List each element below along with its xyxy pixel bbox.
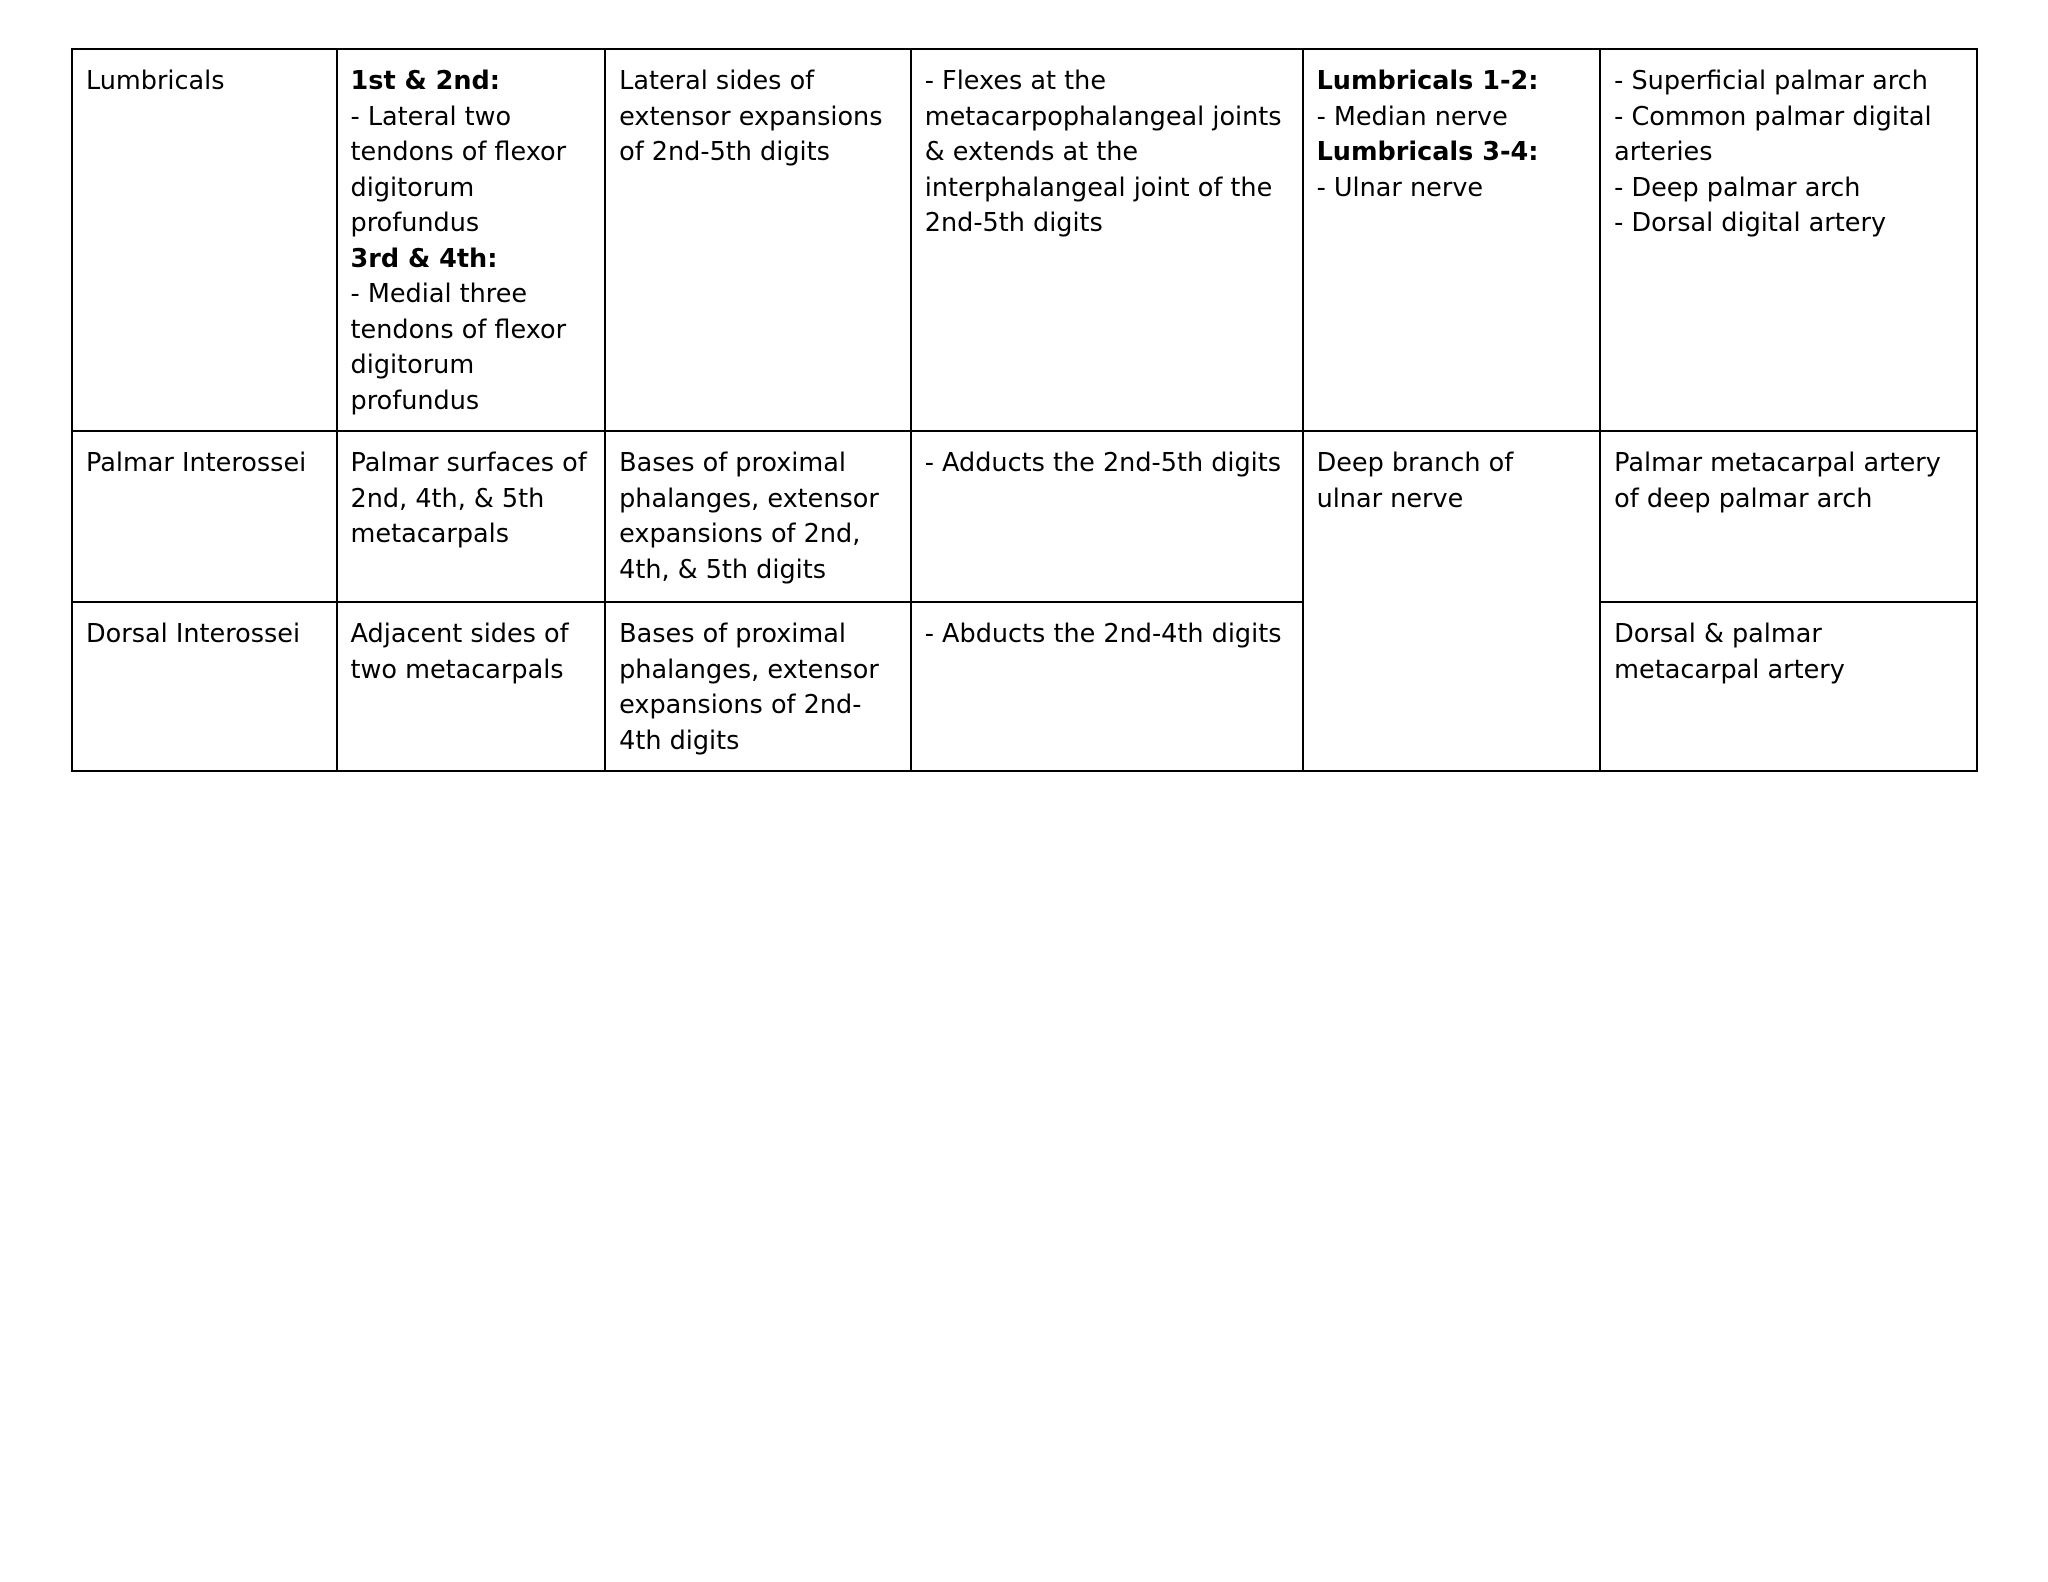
origin-heading-2: 3rd & 4th: <box>350 243 498 274</box>
insertion-cell <box>605 602 911 771</box>
insertion-text: Lateral sides of extensor expansions of 2nd-5th digits <box>619 66 883 167</box>
muscle-name: Dorsal Interossei <box>86 619 301 649</box>
blood-supply-cell <box>1600 431 1977 602</box>
action-cell <box>911 49 1303 431</box>
innervation-heading-2: Lumbricals 3-4: <box>1316 137 1539 167</box>
table-row-dorsal-interossei <box>72 602 1977 771</box>
table-row-palmar-interossei <box>72 431 1977 602</box>
origin-text-2: - Medial three tendons of flexor digitorum profundus <box>350 279 567 416</box>
origin-cell <box>337 49 606 431</box>
blood-supply-item: - Deep palmar arch <box>1614 172 1861 203</box>
table-row-lumbricals <box>72 49 1977 431</box>
origin-text: Adjacent sides of two metacarpals <box>350 619 569 685</box>
blood-supply-cell <box>1600 602 1977 771</box>
innervation-cell-merged <box>1303 431 1601 771</box>
muscle-cell <box>72 431 337 602</box>
origin-cell <box>337 431 606 602</box>
blood-supply-text: Palmar metacarpal artery of deep palmar arch <box>1614 448 1941 514</box>
muscle-cell <box>72 602 337 771</box>
innervation-text: Deep branch of ulnar nerve <box>1316 448 1514 514</box>
blood-supply-item: - Superficial palmar arch <box>1614 66 1928 96</box>
innervation-text-2: - Ulnar nerve <box>1316 172 1484 203</box>
innervation-heading-1: Lumbricals 1-2: <box>1316 66 1539 96</box>
insertion-cell <box>605 49 911 431</box>
insertion-text: Bases of proximal phalanges, extensor expansions of 2nd-4th digits <box>619 619 879 756</box>
insertion-text: Bases of proximal phalanges, extensor expansions of 2nd, 4th, & 5th digits <box>619 448 879 585</box>
muscle-name: Lumbricals <box>86 66 225 96</box>
innervation-text-1: - Median nerve <box>1316 101 1508 132</box>
innervation-cell <box>1303 49 1601 431</box>
blood-supply-cell <box>1600 49 1977 431</box>
muscle-table <box>71 48 1978 772</box>
blood-supply-item: - Dorsal digital artery <box>1614 208 1887 238</box>
origin-text: Palmar surfaces of 2nd, 4th, & 5th metacarpals <box>350 448 587 549</box>
origin-heading-1: 1st & 2nd: <box>350 66 500 96</box>
muscle-name: Palmar Interossei <box>86 448 307 478</box>
origin-cell <box>337 602 606 771</box>
action-text: - Flexes at the metacarpophalangeal joints & extends at the interphalangeal joint of the 2nd-5th digits <box>924 66 1282 238</box>
action-cell <box>911 602 1303 771</box>
blood-supply-text: Dorsal & palmar metacarpal artery <box>1614 619 1845 685</box>
muscle-cell <box>72 49 337 431</box>
origin-text-1: - Lateral two tendons of flexor digitorum profundus <box>350 101 567 238</box>
action-text: - Abducts the 2nd-4th digits <box>924 619 1282 649</box>
blood-supply-item: - Common palmar digital arteries <box>1614 101 1932 167</box>
action-text: - Adducts the 2nd-5th digits <box>924 448 1282 478</box>
insertion-cell <box>605 431 911 602</box>
action-cell <box>911 431 1303 602</box>
